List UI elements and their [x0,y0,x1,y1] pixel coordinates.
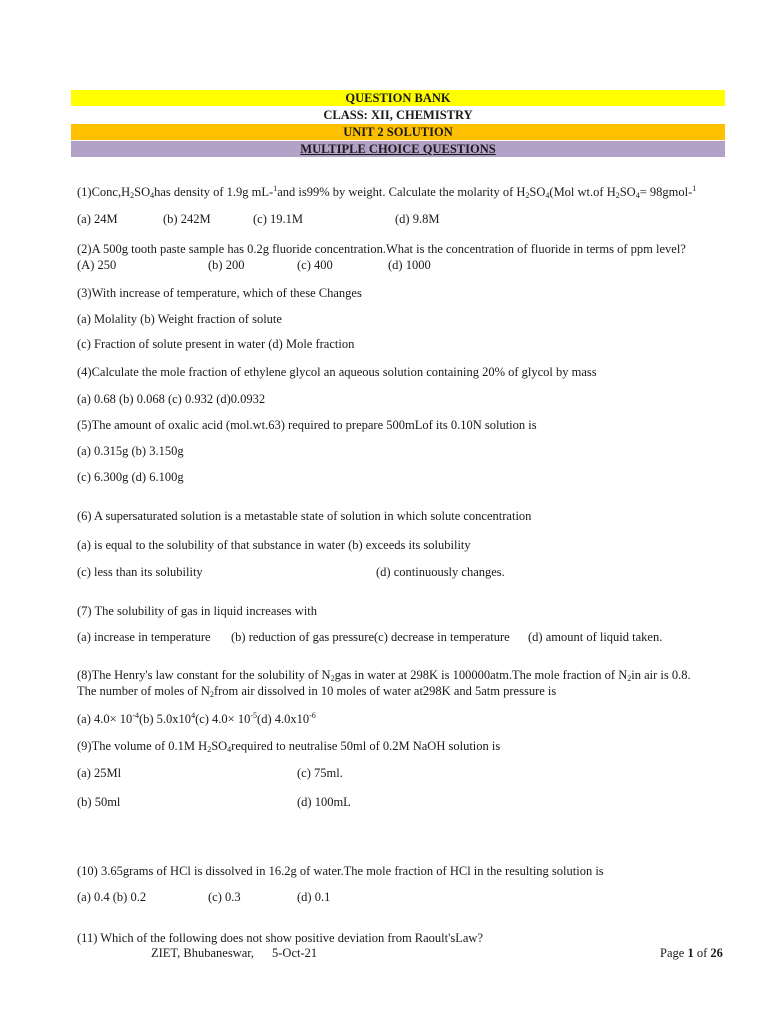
question-8-stem-line-1: (8)The Henry's law constant for the solubility of $N_2gas$ in water at 298K is 100000atm.The mole fraction of $N_2in$ air is 0.8. [77,668,691,683]
question-2-option-d: (d) 1000 [388,258,431,272]
question-6-stem: (6) A supersaturated solution is a metastable state of solution in which solute concentration [77,509,532,523]
question-9-option-c: (c) 75ml. [297,766,343,780]
question-2-option-c: (c) 400 [297,258,333,272]
question-7-option-b: (b) reduction of gas pressure(c) decrease in temperature [231,630,510,644]
unit-title: UNIT 2 SOLUTION [71,124,725,140]
footer-date: 5-Oct-21 [272,946,318,960]
question-6-option-c: (c) less than its solubility [77,565,203,579]
question-5-stem: (5)The amount of oxalic acid (mol.wt.63) required to prepare 500mLof its 0.10N solution is [77,418,537,432]
question-6-option-d: (d) continuously changes. [376,565,505,579]
footer-org: ZIET, Bhubaneswar, [151,946,255,960]
question-5-options-line-2: (c) 6.300g (d) 6.100g [77,470,184,484]
question-3-options-line-1: (a) Molality (b) Weight fraction of solute [77,312,282,326]
question-8-options: (a) $4.0\times 10^{-4}(b)$ $5.0x10^4(c)$ $4.0\times 10^{-5}(d)$ $4.0x10^{-6}$ [77,711,316,726]
question-10-stem: (10) 3.65grams of HCl is dissolved in 16.2g of water.The mole fraction of HCl in the resulting solution is [77,864,604,878]
question-3-stem: (3)With increase of temperature, which of these Changes [77,286,362,300]
question-2-option-a: (A) 250 [77,258,117,272]
question-9-option-d: (d) 100mL [297,795,351,809]
question-3-options-line-2: (c) Fraction of solute present in water (d) Mole fraction [77,337,355,351]
question-1-option-d: (d) 9.8M [395,212,440,226]
question-11-stem: (11) Which of the following does not show positive deviation from Raoult'sLaw? [77,931,483,945]
question-6-options-line-1: (a) is equal to the solubility of that substance in water (b) exceeds its solubility [77,538,471,552]
question-1-option-a: (a) 24M [77,212,118,226]
question-bank-title: QUESTION BANK [71,90,725,106]
question-8-stem-line-2: The number of moles of $N_2from$ air dissolved in 10 moles of water at298K and 5atm pressure is [77,684,557,699]
question-2-option-b: (b) 200 [208,258,245,272]
question-10-option-c: (c) 0.3 [208,890,241,904]
question-7-option-a: (a) increase in temperature [77,630,211,644]
section-title: MULTIPLE CHOICE QUESTIONS [71,141,725,157]
question-1-option-c: (c) 19.1M [253,212,303,226]
class-subject-line: CLASS: XII, CHEMISTRY [323,108,473,122]
question-10-options-a-b: (a) 0.4 (b) 0.2 [77,890,147,904]
question-9-option-a: (a) 25Ml [77,766,122,780]
question-1-stem: $(1)Conc,H_2SO_4has$ density of 1.9g mL-$^1$and is99% by weight. Calculate the molarity of $H_2SO_4(Mol$ wt.of $H_2SO_4=$ 98gmol-$^1$ [77,184,697,200]
question-4-options: (a) 0.68 (b) 0.068 (c) 0.932 (d)0.0932 [77,392,266,406]
question-2-stem: (2)A 500g tooth paste sample has 0.2g fluoride concentration.What is the concentration of fluoride in terms of ppm level? [77,242,686,256]
question-9-option-b: (b) 50ml [77,795,121,809]
question-10-option-d: (d) 0.1 [297,890,331,904]
question-7-option-d: (d) amount of liquid taken. [528,630,663,644]
question-7-stem: (7) The solubility of gas in liquid increases with [77,604,318,618]
question-1-option-b: (b) 242M [163,212,211,226]
footer-page-number: Page 1 of 26 [660,946,723,960]
question-4-stem: (4)Calculate the mole fraction of ethylene glycol an aqueous solution containing 20% of glycol by mass [77,365,597,379]
question-9-stem: (9)The volume of 0.1M $H_2SO_4required$ to neutralise 50ml of 0.2M NaOH solution is [77,739,501,754]
question-5-options-line-1: (a) 0.315g (b) 3.150g [77,444,184,458]
